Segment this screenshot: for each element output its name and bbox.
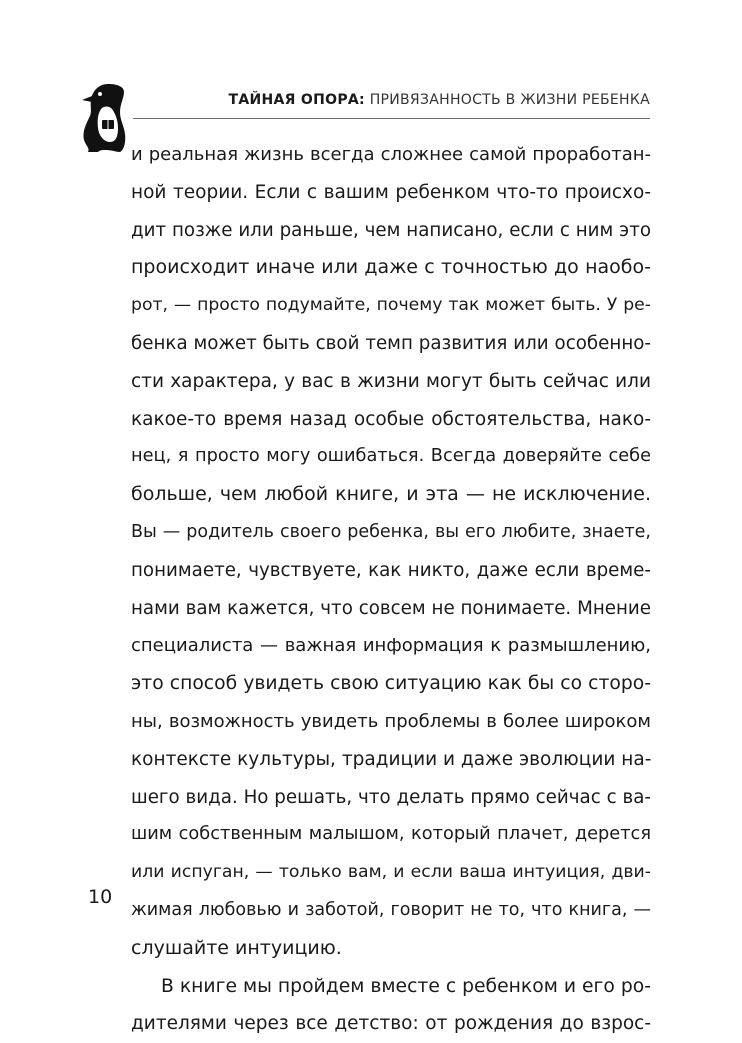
penguin-icon: [78, 82, 130, 154]
paragraph-first-line: В книге мы пройдем вместе с ребенком и его ро-: [161, 975, 651, 997]
running-head: [133, 92, 650, 108]
header-rule: [133, 118, 650, 119]
text-line: ны, возможность увидеть проблемы в более широком: [131, 710, 651, 732]
page-number: 10: [88, 886, 113, 908]
text-line: нами вам кажется, что совсем не понимаете. Мнение: [131, 597, 651, 619]
text-line: дителями через все детство: от рождения до взрос-: [131, 1013, 651, 1035]
text-line: жимая любовью и заботой, говорит не то, что книга, —: [131, 899, 651, 920]
text-line: рот, — просто подумайте, почему так может быть. У ре-: [131, 295, 651, 316]
text-line: дит позже или раньше, чем написано, если с ним это: [131, 219, 651, 241]
text-line: какое-то время назад особые обстоятельства, нако-: [131, 408, 651, 430]
text-line: шим собственным малышом, который плачет, дерется: [131, 824, 651, 845]
running-head-title-rest: ПРИВЯЗАННОСТЬ В ЖИЗНИ РЕБЕНКА: [364, 92, 650, 108]
text-line: нец, я просто могу ошибаться. Всегда доверяйте себе: [131, 446, 651, 467]
text-line: шего вида. Но решать, что делать прямо сейчас с ва-: [131, 786, 651, 808]
text-line: или испуган, — только вам, и если ваша интуиция, дви-: [131, 862, 651, 883]
running-head-title-bold: ТАЙНАЯ ОПОРА:: [228, 92, 365, 108]
text-line: контексте культуры, традиции и даже эволюции на-: [131, 748, 652, 770]
paragraph-last-line: слушайте интуицию.: [131, 936, 342, 959]
text-line: бенка может быть свой темп развития или особенно-: [131, 332, 651, 354]
text-line: сти характера, у вас в жизни могут быть сейчас или: [131, 370, 651, 392]
text-line: больше, чем любой книге, и эта — не исключение.: [131, 483, 651, 506]
body-text: [131, 136, 651, 1043]
text-line: происходит иначе или даже с точностью до наобо-: [131, 256, 651, 279]
text-line: специалиста — важная информация к размышлению,: [131, 635, 651, 657]
text-line: и реальная жизнь всегда сложнее самой проработан-: [131, 144, 651, 165]
text-line: это способ увидеть свою ситуацию как бы со сторо-: [131, 673, 651, 695]
text-line: Вы — родитель своего ребенка, вы его любите, знаете,: [131, 521, 651, 542]
text-line: понимаете, чувствуете, как никто, даже если време-: [131, 559, 651, 581]
text-line: ной теории. Если с вашим ребенком что-то происхо-: [131, 181, 651, 203]
